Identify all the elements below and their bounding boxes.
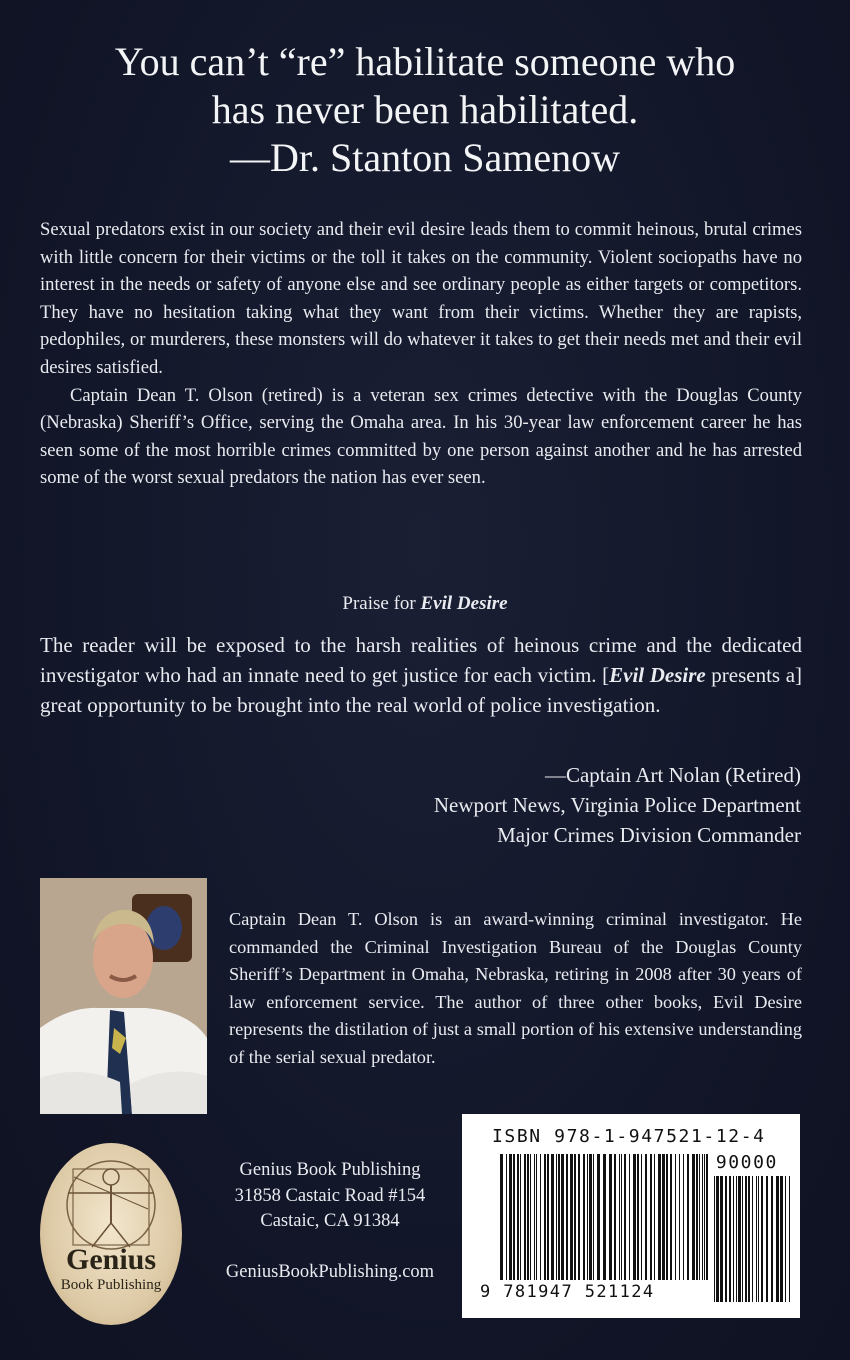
barcode-bar — [756, 1176, 757, 1302]
barcode-bar — [742, 1176, 743, 1302]
epigraph — [60, 38, 790, 182]
barcode-bar — [520, 1154, 521, 1280]
barcode-bar — [720, 1176, 723, 1302]
barcode-bar — [650, 1154, 652, 1280]
barcode-bar — [696, 1154, 698, 1280]
praise-heading — [0, 593, 850, 615]
attribution-line-3: Major Crimes Division Commander — [497, 823, 801, 847]
barcode-bar — [500, 1154, 503, 1280]
barcode-bar — [517, 1154, 519, 1280]
barcode-bar — [570, 1154, 573, 1280]
praise-quote-part-1: The reader will be exposed to the harsh realities of heinous crime and the dedicated investigator who had an innate need to get justice for each victim. [ — [40, 633, 802, 687]
praise-quote-part-2: presents a] great opportunity to be brought into the real world of police investigation. — [40, 663, 803, 717]
barcode-bar — [725, 1176, 727, 1302]
barcode-bar — [524, 1154, 526, 1280]
barcode-bar — [566, 1154, 568, 1280]
barcode-bar — [745, 1176, 747, 1302]
barcode-bar — [641, 1154, 642, 1280]
barcode-bar — [687, 1154, 689, 1280]
praise-heading-title: Evil Desire — [420, 593, 508, 614]
barcode-bar — [766, 1176, 768, 1302]
book-description — [40, 216, 802, 492]
barcode-bar — [597, 1154, 600, 1280]
barcode-bar — [662, 1154, 665, 1280]
barcode-bar — [699, 1154, 700, 1280]
praise-attribution — [434, 760, 801, 850]
barcode-bar — [654, 1154, 655, 1280]
publisher-street: 31858 Castaic Road #154 — [234, 1185, 426, 1206]
barcode-bar — [506, 1154, 507, 1280]
praise-quote — [40, 630, 802, 720]
barcode-bar — [733, 1176, 734, 1302]
isbn-barcode — [462, 1114, 800, 1318]
publisher-name: Genius Book Publishing — [239, 1160, 421, 1180]
barcode-bar — [629, 1154, 630, 1280]
barcode-bar — [692, 1154, 695, 1280]
barcode-bar — [776, 1176, 779, 1302]
barcode-bar — [679, 1154, 680, 1280]
barcode-bar — [785, 1176, 786, 1302]
barcode-bar — [534, 1154, 535, 1280]
logo-wordmark: Genius — [65, 1243, 157, 1276]
barcode-bar — [738, 1176, 741, 1302]
barcode-bar — [748, 1176, 750, 1302]
barcode-bar — [561, 1154, 564, 1280]
barcode-bar — [587, 1154, 588, 1280]
barcode-bar — [574, 1154, 576, 1280]
publisher-address — [212, 1158, 448, 1235]
barcode-bar — [547, 1154, 549, 1280]
addon-barcode-bars — [714, 1176, 792, 1302]
author-photo — [40, 878, 207, 1114]
barcode-bar — [729, 1176, 731, 1302]
description-paragraph-2: Captain Dean T. Olson (retired) is a veteran sex crimes detective with the Douglas County (Nebraska) Sheriff’s Office, serving the Omaha area. In his 30-year law enforcement career he has seen some of the most horrible crimes committed by one person against another and he has arrested some of the worst sexual predators the nation has ever seen. — [40, 384, 802, 489]
barcode-bar — [530, 1154, 531, 1280]
epigraph-line-2: has never been habilitated. — [211, 87, 639, 132]
vitruvian-man-icon — [40, 1143, 182, 1325]
ean-barcode-bars — [500, 1154, 708, 1280]
isbn-number: ISBN 978-1-947521-12-4 — [492, 1126, 766, 1147]
barcode-bar — [637, 1154, 639, 1280]
barcode-bar — [558, 1154, 560, 1280]
barcode-bar — [551, 1154, 554, 1280]
barcode-bar — [621, 1154, 622, 1280]
publisher-logo — [40, 1143, 182, 1325]
barcode-bar — [619, 1154, 620, 1280]
barcode-bar — [624, 1154, 626, 1280]
barcode-bar — [509, 1154, 512, 1280]
barcode-bar — [789, 1176, 790, 1302]
barcode-bar — [666, 1154, 668, 1280]
price-code: 90000 — [715, 1152, 778, 1173]
praise-quote-title: Evil Desire — [609, 663, 706, 687]
barcode-bar — [645, 1154, 647, 1280]
description-paragraph-1: Sexual predators exist in our society and their evil desire leads them to commit heinous, brutal crimes with little concern for their victims or the toll it takes on the community. Violent sociopaths have no interest in the needs or safety of anyone else and see ordinary people as either targets or competitors. They have no hesitation taking what they want from their victims. Whether they are rapists, pedophiles, or murderers, these monsters will do whatever it takes to get their needs met and their evil desires satisfied. — [40, 219, 802, 378]
barcode-bar — [683, 1154, 684, 1280]
barcode-bar — [758, 1176, 759, 1302]
epigraph-line-1: You can’t “re” habilitate someone who — [114, 39, 736, 84]
logo-subtitle: Book Publishing — [60, 1277, 162, 1293]
barcode-bar — [609, 1154, 612, 1280]
barcode-bar — [670, 1154, 672, 1280]
barcode-bar — [544, 1154, 546, 1280]
author-portrait-illustration — [40, 878, 207, 1114]
barcode-bar — [589, 1154, 592, 1280]
barcode-bar — [583, 1154, 585, 1280]
barcode-bar — [702, 1154, 703, 1280]
barcode-bar — [736, 1176, 737, 1302]
author-bio: Captain Dean T. Olson is an award-winning criminal investigator. He commanded the Criminal Investigation Bureau of the Douglas County Sheriff’s Department in Omaha, Nebraska, retiring in 2008 after 30 years of law enforcement service. The author of three other books, Evil Desire represents the distilation of just a small portion of his extensive understanding of the serial sexual predator. — [229, 909, 802, 1067]
barcode-bar — [578, 1154, 580, 1280]
attribution-line-1: —Captain Art Nolan (Retired) — [544, 763, 801, 787]
ean-digits: 9 781947 521124 — [480, 1282, 655, 1302]
barcode-bar — [658, 1154, 661, 1280]
barcode-bar — [614, 1154, 616, 1280]
barcode-bar — [704, 1154, 705, 1280]
barcode-bar — [780, 1176, 783, 1302]
barcode-bar — [675, 1154, 676, 1280]
barcode-bar — [527, 1154, 529, 1280]
praise-heading-prefix: Praise for — [342, 593, 421, 614]
barcode-bar — [536, 1154, 537, 1280]
barcode-bar — [706, 1154, 708, 1280]
barcode-bar — [761, 1176, 763, 1302]
barcode-bar — [714, 1176, 715, 1302]
barcode-bar — [513, 1154, 515, 1280]
barcode-bar — [771, 1176, 773, 1302]
barcode-bar — [556, 1154, 557, 1280]
barcode-bar — [603, 1154, 606, 1280]
barcode-bar — [633, 1154, 636, 1280]
publisher-website: GeniusBookPublishing.com — [225, 1262, 435, 1282]
barcode-bar — [593, 1154, 594, 1280]
barcode-bar — [716, 1176, 719, 1302]
attribution-line-2: Newport News, Virginia Police Department — [433, 793, 801, 817]
epigraph-attribution: —Dr. Stanton Samenow — [230, 135, 620, 180]
barcode-bar — [752, 1176, 753, 1302]
publisher-city: Castaic, CA 91384 — [260, 1211, 400, 1231]
barcode-bar — [540, 1154, 541, 1280]
